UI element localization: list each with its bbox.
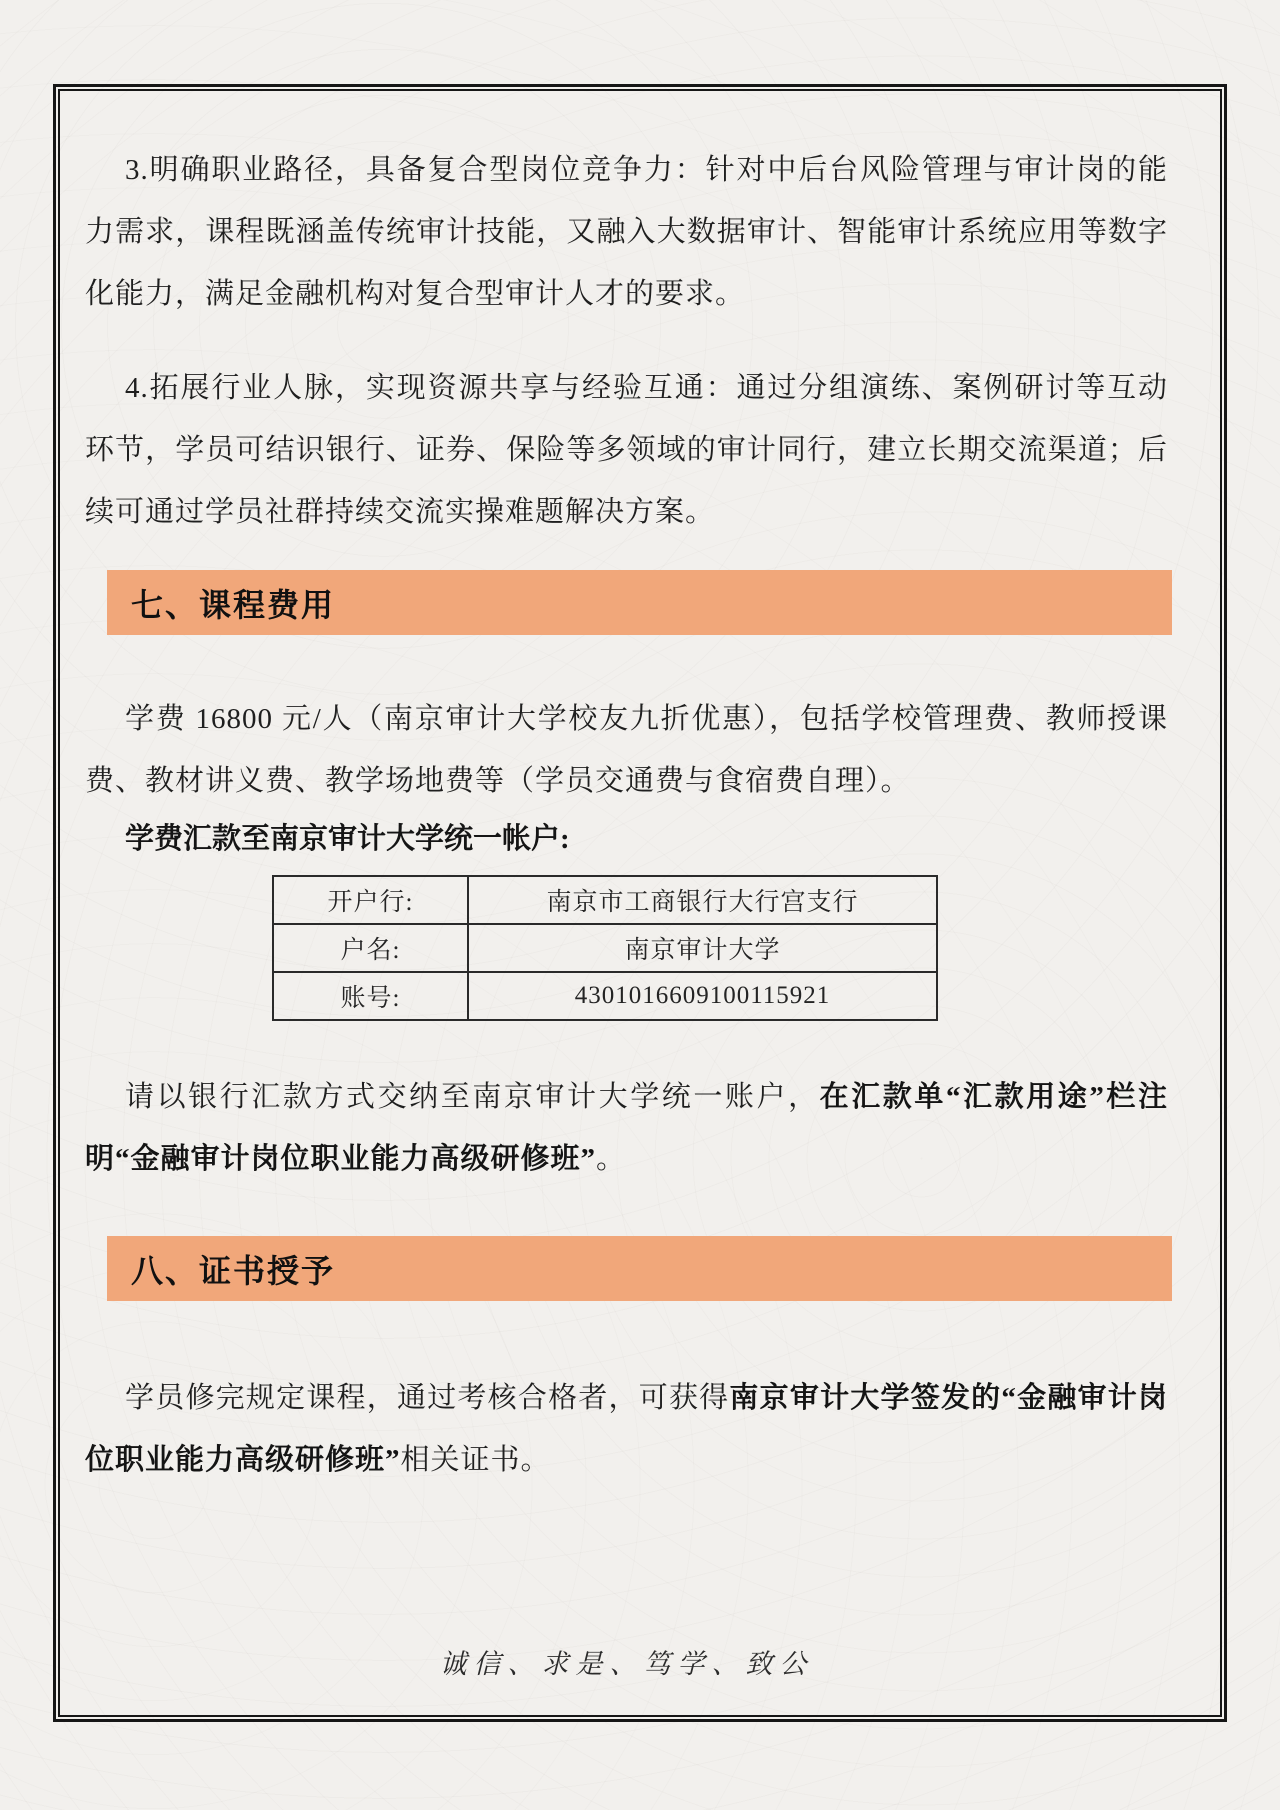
footer-motto: 诚信、求是、笃学、致公: [439, 1649, 814, 1679]
bank-account-table: [272, 875, 938, 1021]
section-title-course-fee: 七、课程费用: [131, 586, 336, 623]
paragraph-certificate: [85, 1367, 1168, 1491]
paragraph-career-path: 3.明确职业路径，具备复合型岗位竞争力：针对中后台风险管理与审计岗的能力需求，课程既涵盖传统审计技能，又融入大数据审计、智能审计系统应用等数字化能力，满足金融机构对复合型审计人才的要求。: [85, 154, 1168, 310]
page-content: [85, 91, 1168, 1715]
remit-note-normal: 请以银行汇款方式交纳至南京审计大学统一账户，: [125, 1081, 820, 1113]
remit-note-bold: 在汇款单“汇款用途”栏注明“金融审计岗位职业能力高级研修班”: [85, 1081, 1168, 1175]
section-header-certificate: [107, 1236, 1172, 1301]
certificate-bold: 南京审计大学签发的“金融审计岗位职业能力高级研修班”: [85, 1382, 1168, 1476]
paragraph-networking: 4.拓展行业人脉，实现资源共享与经验互通：通过分组演练、案例研讨等互动环节，学员可结识银行、证券、保险等多领域的审计同行，建立长期交流渠道；后续可通过学员社群持续交流实操难题解决方案。: [85, 372, 1168, 528]
page-border-frame: [53, 84, 1227, 1722]
bank-branch-value: 南京市工商银行大行宫支行: [468, 876, 937, 924]
account-name-label: 户名:: [273, 924, 468, 972]
section-header-course-fee: [107, 570, 1172, 635]
account-name-value: 南京审计大学: [468, 924, 937, 972]
paragraph-tuition: 学费 16800 元/人（南京审计大学校友九折优惠），包括学校管理费、教师授课费、教材讲义费、教学场地费等（学员交通费与食宿费自理）。: [85, 703, 1168, 797]
page-border-inner: [58, 89, 1222, 1717]
account-number-label: 账号:: [273, 972, 468, 1020]
account-number-value: 4301016609100115921: [468, 972, 937, 1020]
section-title-certificate: 八、证书授予: [131, 1252, 336, 1289]
table-row-account-number: [273, 972, 937, 1020]
remit-note-tail: 。: [596, 1143, 627, 1175]
remit-heading: 学费汇款至南京审计大学统一帐户:: [125, 823, 570, 855]
bank-branch-label: 开户行:: [273, 876, 468, 924]
certificate-tail: 相关证书。: [400, 1444, 551, 1476]
table-row-bank-branch: [273, 876, 937, 924]
certificate-normal: 学员修完规定课程，通过考核合格者，可获得: [125, 1382, 730, 1414]
paragraph-remit-note: [85, 1066, 1168, 1190]
table-row-account-name: [273, 924, 937, 972]
